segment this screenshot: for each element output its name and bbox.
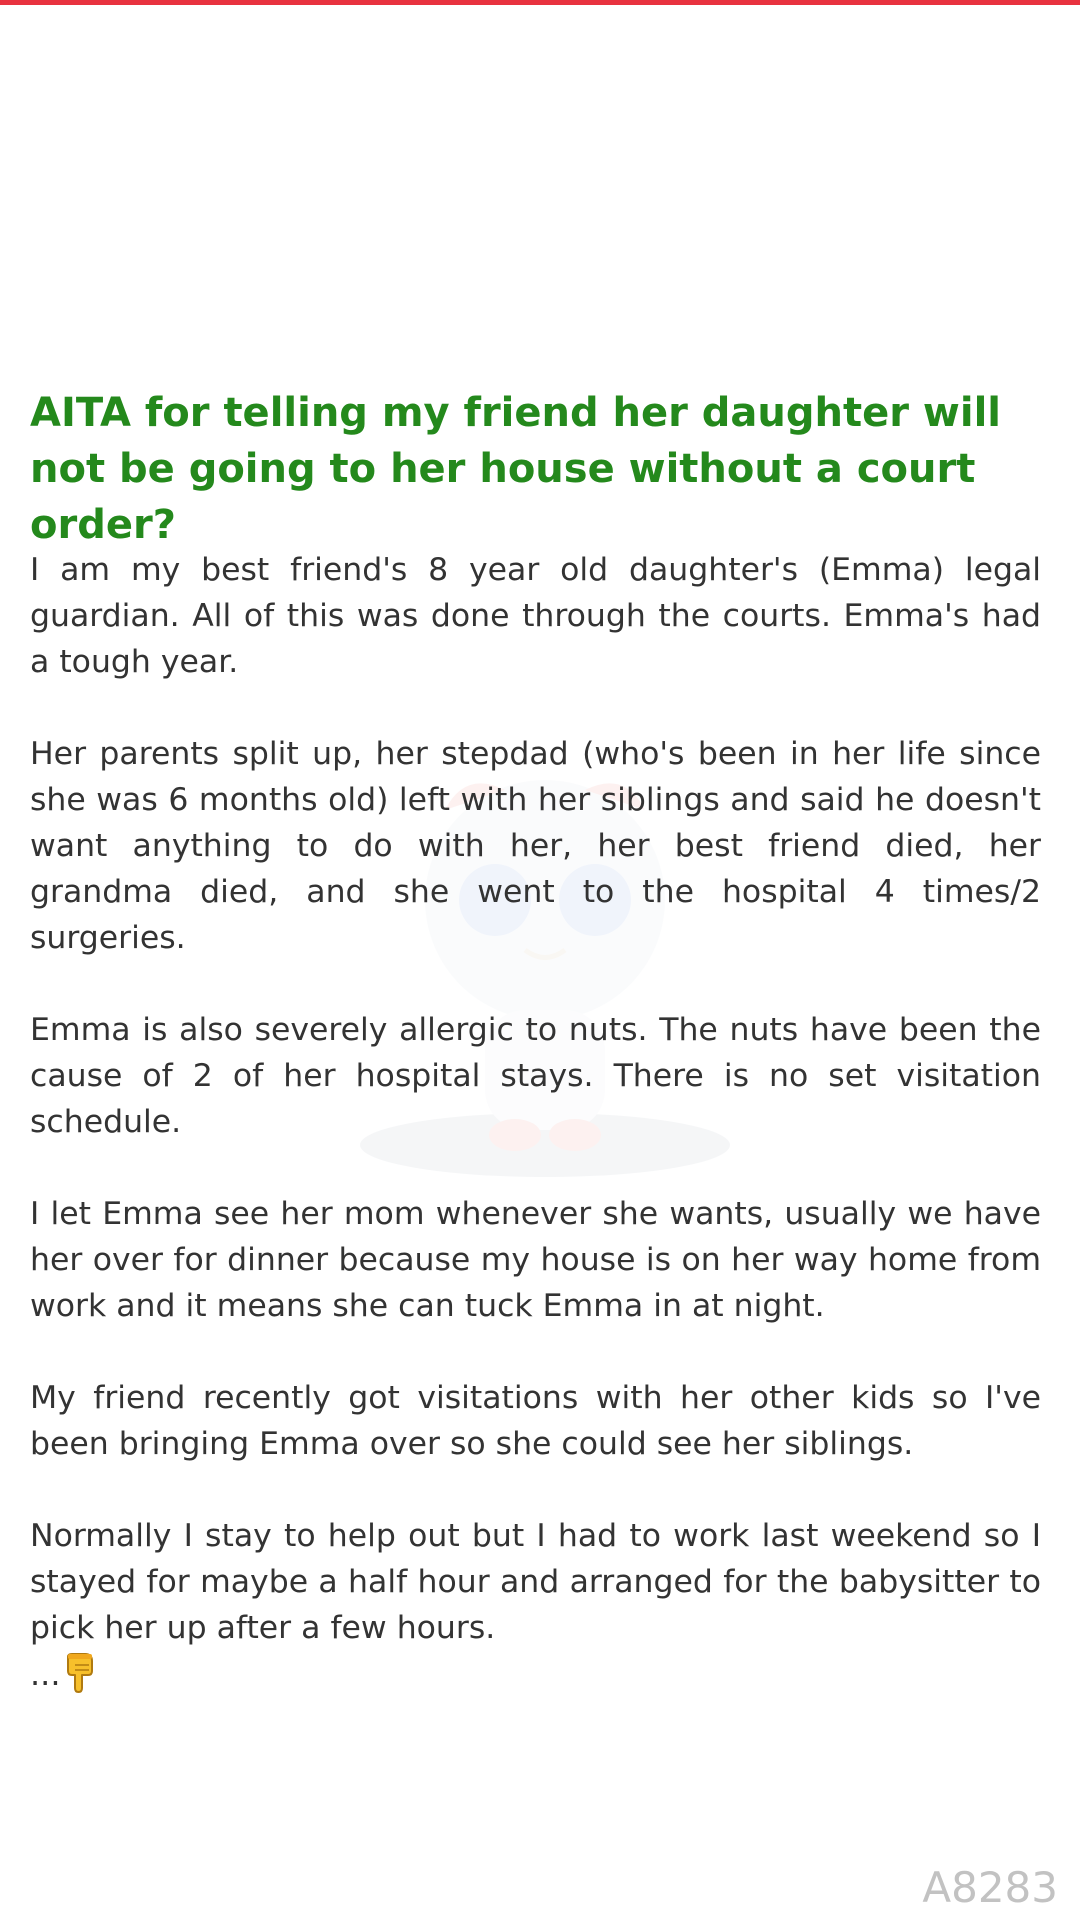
body-paragraph: Normally I stay to help out but I had to work last weekend so I stayed for maybe a half hour and arranged for the babysitter to pick her up after a few hours. [30, 1518, 1041, 1646]
body-paragraph: I let Emma see her mom whenever she wants, usually we have her over for dinner because my house is on her way home from work and it means she can tuck Emma in at night. [30, 1196, 1041, 1324]
body-paragraph: I am my best friend's 8 year old daughter's (Emma) legal guardian. All of this was done through the courts. Emma's had a tough year. [30, 552, 1041, 680]
body-paragraph: My friend recently got visitations with her other kids so I've been bringing Emma over so she could see her siblings. [30, 1380, 1041, 1462]
top-accent-bar [0, 0, 1080, 5]
ellipsis-text: ... [30, 1655, 61, 1693]
read-more-indicator[interactable] [30, 1651, 1041, 1705]
body-paragraph: Her parents split up, her stepdad (who's been in her life since she was 6 months old) left with her siblings and said he doesn't want anything to do with her, her best friend died, her grandma died, and she went to the hospital 4 times/2 surgeries. [30, 736, 1041, 956]
body-paragraph: Emma is also severely allergic to nuts. The nuts have been the cause of 2 of her hospital stays. There is no set visitation schedule. [30, 1012, 1041, 1140]
post-title: AITA for telling my friend her daughter will not be going to her house without a court order? [30, 390, 1001, 548]
post-body [30, 547, 1041, 1705]
pointing-down-hand-icon [63, 1653, 97, 1705]
post-id-label: A8283 [922, 1863, 1058, 1912]
